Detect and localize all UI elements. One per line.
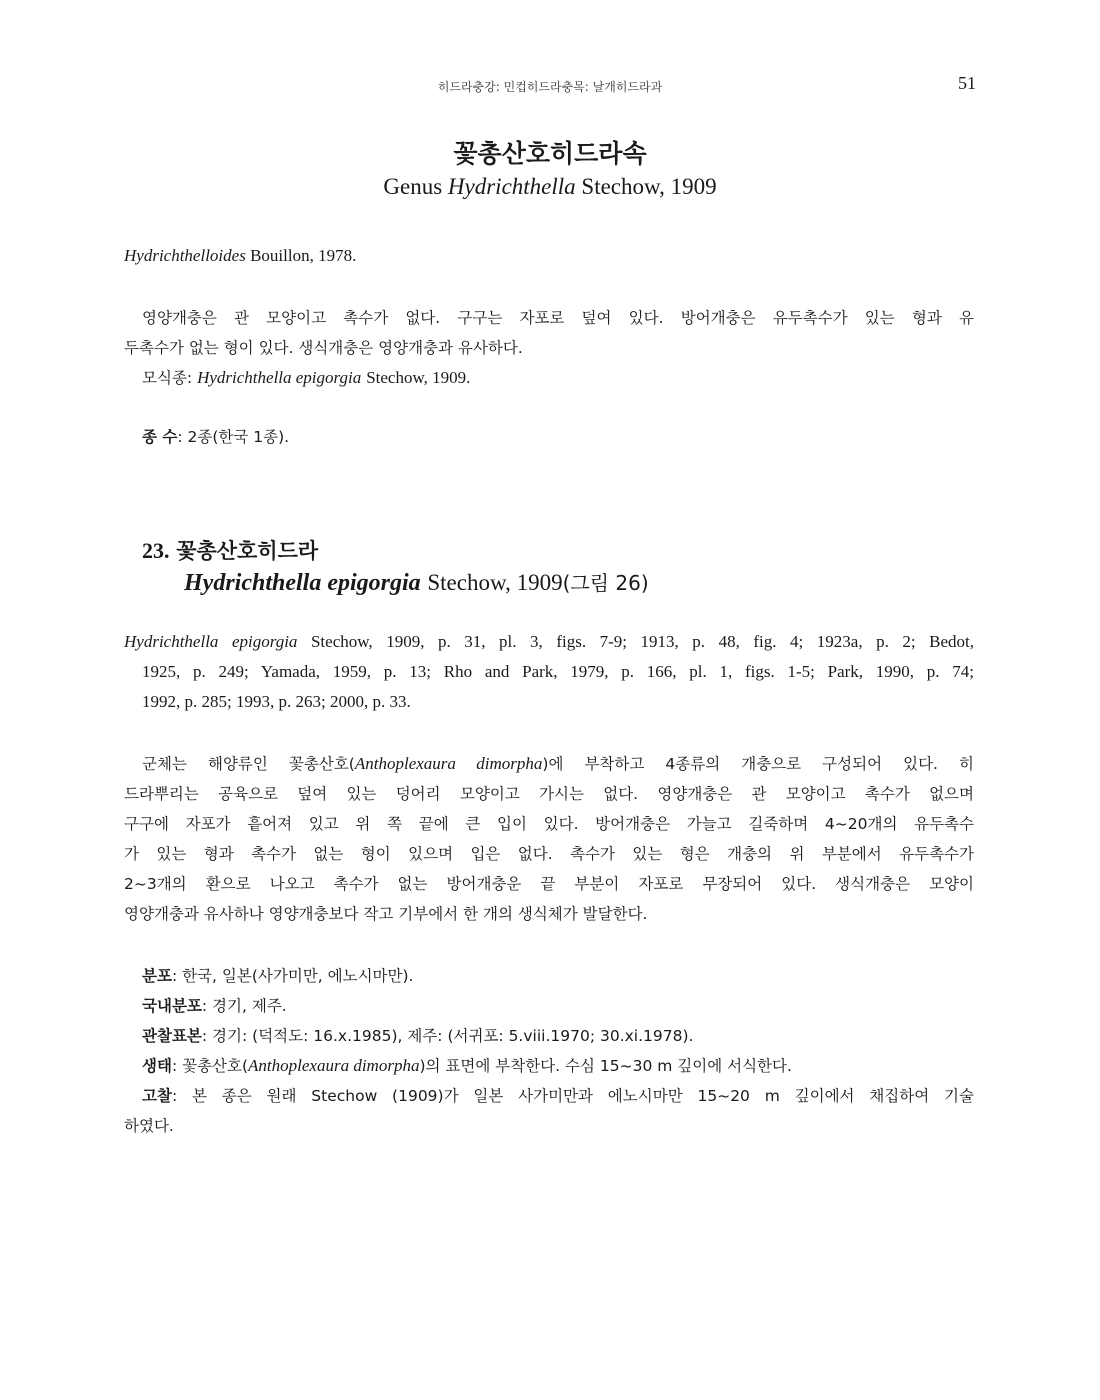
reference-line — [124, 627, 974, 657]
species-count-value: : 2종(한국 1종). — [177, 428, 290, 446]
distribution-label: 분포 — [142, 967, 172, 985]
genus-korean-title: 꽃총산호히드라속 — [453, 139, 647, 168]
species-korean-name: 꽃총산호히드라 — [176, 538, 319, 563]
genus-prefix: Genus — [383, 174, 443, 199]
species-scientific-name: Hydrichthella epigorgia — [184, 570, 421, 596]
description-line — [124, 749, 974, 779]
ecology-text: : 꽃총산호( — [171, 1057, 249, 1075]
remarks-line: 하였다. — [124, 1117, 174, 1135]
korea-distribution-line — [124, 991, 992, 1021]
description-text: 군체는 해양류인 꽃총산호( — [142, 755, 355, 773]
running-header: 히드라충강: 민컵히드라충목: 날개히드라과 — [437, 80, 663, 94]
page-number: 51 — [958, 73, 976, 93]
distribution-value: : 한국, 일본(사가미만, 에노시마만). — [171, 967, 414, 985]
description-text: )에 부착하고 4종류의 개충으로 구성되어 있다. 히 — [542, 755, 975, 773]
species-heading — [142, 535, 982, 599]
type-species-label: 모식종: — [142, 369, 193, 387]
distribution-line — [124, 961, 992, 991]
description-line: 영양개충과 유사하나 영양개충보다 작고 기부에서 한 개의 생식체가 발달한다. — [124, 905, 648, 923]
specimens-line — [124, 1021, 992, 1051]
species-author: Stechow, 1909 — [427, 570, 563, 595]
references-block — [124, 627, 974, 717]
species-number: 23. — [142, 538, 170, 563]
ecology-line — [124, 1051, 992, 1081]
ecology-text: )의 표면에 부착한다. 수심 15~30 m 깊이에 서식한다. — [419, 1057, 792, 1075]
type-species-name: Hydrichthella epigorgia — [197, 368, 362, 387]
synonym-line — [124, 241, 974, 271]
reference-text: Stechow, 1909, p. 31, pl. 3, figs. 7-9; 1913, p. 48, fig. 4; 1923a, p. 2; Bedot, — [310, 632, 974, 651]
type-species-author: Stechow, 1909. — [366, 368, 471, 387]
reference-line: 1925, p. 249; Yamada, 1959, p. 13; Rho and Park, 1979, p. 166, pl. 1, figs. 1-5; Park, 1990, p. 74; — [142, 662, 974, 681]
korea-distribution-value: : 경기, 제주. — [201, 997, 287, 1015]
genus-description-line: 두촉수가 없는 형이 있다. 생식개충은 영양개충과 유사하다. — [124, 339, 523, 357]
genus-author: Stechow, 1909 — [581, 174, 717, 199]
ecology-label: 생태 — [142, 1057, 172, 1075]
figure-reference: (그림 26) — [562, 571, 649, 595]
reference-species-name: Hydrichthella epigorgia — [124, 632, 298, 651]
remarks-text: : 본 종은 원래 Stechow (1909)가 일본 사가미만과 에노시마만 15~20 m 깊이에서 채집하여 기술 — [171, 1087, 974, 1105]
genus-description — [124, 303, 974, 393]
korea-distribution-label: 국내분포 — [142, 997, 202, 1015]
genus-description-line: 영양개충은 관 모양이고 촉수가 없다. 구구는 자포로 덮여 있다. 방어개충은 유두촉수가 있는 형과 유 — [142, 309, 974, 327]
remarks-line — [124, 1081, 974, 1111]
specimens-value: : 경기: (덕적도: 16.x.1985), 제주: (서귀포: 5.viii.1970; 30.xi.1978). — [201, 1027, 694, 1045]
synonym-name: Hydrichthelloides — [124, 246, 246, 265]
synonym-author: Bouillon, 1978. — [250, 246, 357, 265]
species-description — [124, 749, 974, 929]
type-species-line — [124, 363, 974, 393]
host-species-name: Anthoplexaura dimorpha — [354, 754, 543, 773]
species-heading-line1 — [142, 535, 982, 567]
description-line: 구구에 자포가 흩어져 있고 위 쪽 끝에 큰 입이 있다. 방어개충은 가늘고 길죽하며 4~20개의 유두촉수 — [124, 815, 974, 833]
description-line: 가 있는 형과 촉수가 없는 형이 있으며 입은 없다. 촉수가 있는 형은 개충의 위 부분에서 유두촉수가 — [124, 845, 974, 863]
remarks-label: 고찰 — [142, 1087, 172, 1105]
remarks-block — [124, 1081, 974, 1141]
specimens-label: 관찰표본 — [142, 1027, 202, 1045]
reference-line: 1992, p. 285; 1993, p. 263; 2000, p. 33. — [142, 692, 411, 711]
description-line: 2~3개의 환으로 나오고 촉수가 없는 방어개충운 끝 부분이 자포로 무장되어 있다. 생식개충은 모양이 — [124, 875, 974, 893]
species-count-line — [124, 422, 992, 452]
ecology-host-name: Anthoplexaura dimorpha — [248, 1056, 420, 1075]
genus-scientific-title — [0, 174, 1100, 200]
species-count-label: 종 수 — [142, 428, 178, 446]
genus-name: Hydrichthella — [447, 174, 576, 199]
species-heading-line2 — [142, 567, 982, 599]
description-line: 드라뿌리는 공육으로 덮여 있는 덩어리 모양이고 가시는 없다. 영양개충은 관 모양이고 촉수가 없으며 — [124, 785, 974, 803]
